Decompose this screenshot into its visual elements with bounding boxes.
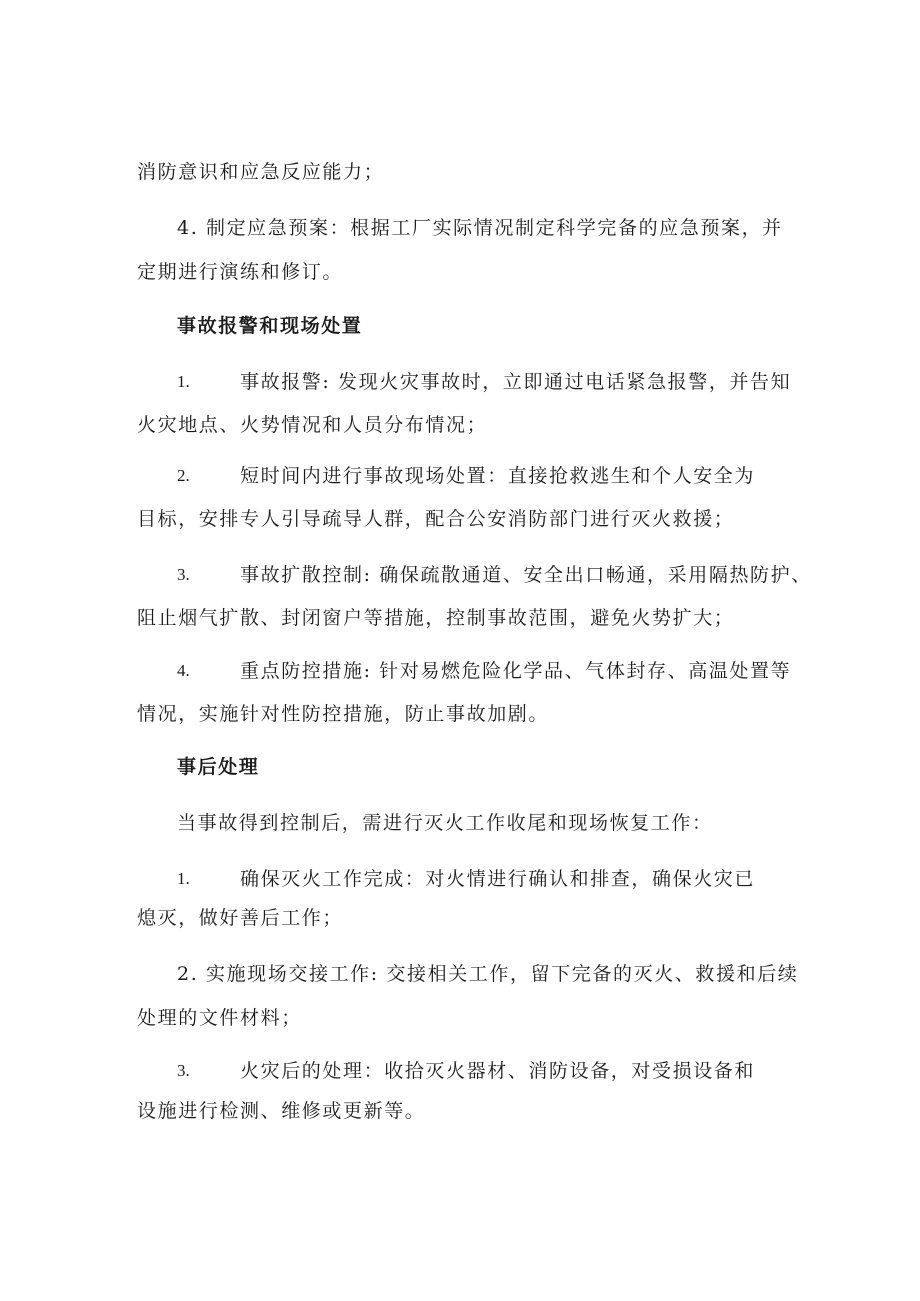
after-item-3-number: 3. [177,1061,190,1080]
alarm-item-1-line1: 事故报警: 发现火灾事故时，立即通过电话紧急报警，并告知 [240,371,792,393]
prevention-item-4-text: 制定应急预案：根据工厂实际情况制定科学完备的应急预案，并 [205,217,783,239]
prevention-item-4-line1 [177,216,783,240]
intro-line: 消防意识和应急反应能力； [137,161,385,183]
after-item-2-line2: 处理的文件材料； [137,1007,302,1029]
after-item-2-text: 实施现场交接工作: 交接相关工作，留下完备的灭火、救援和后续 [205,963,799,985]
after-item-3-line1: 火灾后的处理：收拾灭火器材、消防设备，对受损设备和 [240,1060,756,1082]
section-heading-alarm: 事故报警和现场处置 [177,315,363,337]
alarm-item-4-line1: 重点防控措施: 针对易燃危险化学品、气体封存、高温处置等 [240,660,792,682]
alarm-item-2-line1: 短时间内进行事故现场处置：直接抢救逃生和个人安全为 [240,465,756,487]
section-heading-after: 事后处理 [177,756,260,778]
alarm-item-2-line2: 目标，安排专人引导疏导人群，配合公安消防部门进行灭火救援； [137,508,735,530]
after-item-1-line2: 熄灭，做好善后工作； [137,907,344,929]
alarm-item-1-line2: 火灾地点、火势情况和人员分布情况； [137,414,488,436]
after-item-2-line1 [177,962,798,986]
after-item-2-number: 2. [177,963,199,985]
alarm-item-1-number: 1. [177,372,190,391]
alarm-item-2-number: 2. [177,466,190,485]
alarm-item-3-line2: 阻止烟气扩散、封闭窗户等措施，控制事故范围，避免火势扩大； [137,607,735,629]
alarm-item-4-line2: 情况，实施针对性防控措施，防止事故加剧。 [137,703,550,725]
after-intro: 当事故得到控制后，需进行灭火工作收尾和现场恢复工作： [177,812,713,834]
alarm-item-3-line1: 事故扩散控制: 确保疏散通道、安全出口畅通，采用隔热防护、 [240,564,812,586]
alarm-item-3-number: 3. [177,565,190,584]
after-item-1-line1: 确保灭火工作完成：对火情进行确认和排查，确保火灾已 [240,868,756,890]
prevention-item-4-line2: 定期进行演练和修订。 [137,261,344,283]
after-item-3-line2: 设施进行检测、维修或更新等。 [137,1100,426,1122]
after-item-1-number: 1. [177,869,190,888]
alarm-item-4-number: 4. [177,661,190,680]
prevention-item-4-number: 4. [177,217,199,239]
